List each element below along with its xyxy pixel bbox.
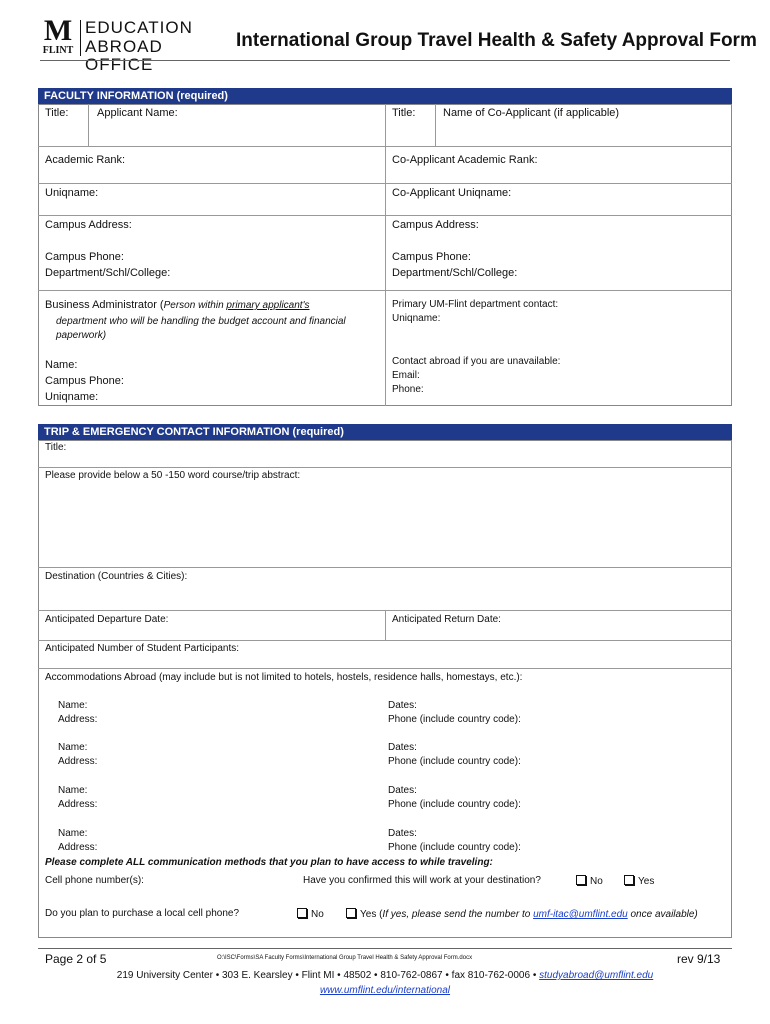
coapplicant-name-field[interactable]: Name of Co-Applicant (if applicable) [443,107,620,119]
checkbox-icon [346,908,356,918]
acc-phone-field[interactable]: Phone (include country code): [388,842,521,853]
contact-abroad-field[interactable]: Contact abroad if you are unavailable: [392,356,561,367]
business-admin-label: Business Administrator (Person within primary applicant's [45,299,310,311]
faculty-row-line [38,183,732,184]
applicant-name-field[interactable]: Applicant Name: [97,107,178,119]
acc-address-field[interactable]: Address: [58,756,98,767]
confirmed-question: Have you confirmed this will work at your destination? [303,875,541,886]
acc-name-field[interactable]: Name: [58,785,88,796]
primary-contact-field[interactable]: Primary UM-Flint department contact: [392,299,559,310]
uniqname-field[interactable]: Uniqname: [45,187,99,199]
campus-address-field[interactable]: Campus Address: [45,219,132,231]
trip-row-line [38,640,732,641]
department-field[interactable]: Department/Schl/College: [45,267,171,279]
trip-row-line [38,567,732,568]
faculty-row-line [38,146,732,147]
logo-flint: FLINT [42,45,74,56]
acc-address-field[interactable]: Address: [58,714,98,725]
title-field-label[interactable]: Title: [45,107,69,119]
block-m-logo: M [43,14,73,47]
header-rule [40,60,730,61]
footer-rule [38,948,732,949]
primary-uniqname-field[interactable]: Uniqname: [392,313,441,324]
acc-dates-field[interactable]: Dates: [388,742,417,753]
purchase-question: Do you plan to purchase a local cell phone? [45,908,240,919]
academic-rank-field[interactable]: Academic Rank: [45,154,126,166]
acc-phone-field[interactable]: Phone (include country code): [388,756,521,767]
file-path: O:\ISC\Forms\SA Faculty Forms\International Group Travel Health & Safety Approval Form.docx [217,955,473,961]
acc-name-field[interactable]: Name: [58,828,88,839]
website-link[interactable]: www.umflint.edu/international [319,985,451,996]
trip-row-line [38,668,732,669]
checkbox-icon [576,875,586,885]
trip-section-header: TRIP & EMERGENCY CONTACT INFORMATION (required) [38,424,732,440]
co-academic-rank-field[interactable]: Co-Applicant Academic Rank: [392,154,538,166]
acc-address-field[interactable]: Address: [58,842,98,853]
faculty-row-line [38,290,732,291]
ba-uniqname-field[interactable]: Uniqname: [45,391,99,403]
logo-divider [80,20,81,56]
business-admin-note: department who will be handling the budget account and financial paperwork) [56,316,346,341]
acc-phone-field[interactable]: Phone (include country code): [388,799,521,810]
acc-dates-field[interactable]: Dates: [388,828,417,839]
acc-name-field[interactable]: Name: [58,700,88,711]
return-date-field[interactable]: Anticipated Return Date: [392,614,501,625]
website-link-wrap [0,985,770,996]
acc-name-field[interactable]: Name: [58,742,88,753]
purchase-yes-checkbox[interactable]: Yes (If yes, please send the number to umf-itac@umflint.edu once available) [346,908,698,920]
communication-note: Please complete ALL communication methods that you plan to have access to while traveling: [45,857,493,868]
logo-line1: EDUCATION [85,18,193,37]
trip-title-field[interactable]: Title: [45,442,67,453]
ba-campus-phone-field[interactable]: Campus Phone: [45,375,124,387]
title-divider-left [88,104,89,146]
purchase-no-checkbox[interactable]: No [297,908,324,920]
confirmed-no-checkbox[interactable]: No [576,875,603,887]
logo [40,14,210,74]
cell-numbers-field[interactable]: Cell phone number(s): [45,875,144,886]
co-title-field-label[interactable]: Title: [392,107,416,119]
co-campus-phone-field[interactable]: Campus Phone: [392,251,471,263]
itac-email-link[interactable]: umf-itac@umflint.edu [533,909,628,920]
title-divider-right [435,104,436,146]
acc-address-field[interactable]: Address: [58,799,98,810]
destination-field[interactable]: Destination (Countries & Cities): [45,571,188,582]
acc-phone-field[interactable]: Phone (include country code): [388,714,521,725]
trip-row-line [38,467,732,468]
revision: rev 9/13 [677,952,721,966]
co-department-field[interactable]: Department/Schl/College: [392,267,518,279]
trip-abstract-field[interactable]: Please provide below a 50 -150 word course/trip abstract: [45,470,301,481]
faculty-row-line [38,215,732,216]
confirmed-yes-checkbox[interactable]: Yes [624,875,654,887]
page-number: Page 2 of 5 [45,952,107,966]
acc-dates-field[interactable]: Dates: [388,700,417,711]
faculty-col-divider [385,104,386,406]
studyabroad-email-link[interactable]: studyabroad@umflint.edu [539,970,654,981]
contact-email-field[interactable]: Email: [392,370,420,381]
participants-field[interactable]: Anticipated Number of Student Participants: [45,643,239,654]
campus-phone-field[interactable]: Campus Phone: [45,251,124,263]
ba-name-field[interactable]: Name: [45,359,78,371]
acc-dates-field[interactable]: Dates: [388,785,417,796]
office-address: 219 University Center • 303 E. Kearsley • Flint MI • 48502 • 810-762-0867 • fax 810-762-0006 • studyabroad@umflint.edu [116,970,654,981]
accommodations-label: Accommodations Abroad (may include but is not limited to hotels, hostels, residence halls, homestays, etc.): [45,672,523,683]
co-uniqname-field[interactable]: Co-Applicant Uniqname: [392,187,512,199]
dates-divider [385,610,386,640]
checkbox-icon [624,875,634,885]
departure-date-field[interactable]: Anticipated Departure Date: [45,614,169,625]
co-campus-address-field[interactable]: Campus Address: [392,219,479,231]
contact-phone-field[interactable]: Phone: [392,384,424,395]
logo-line2: ABROAD OFFICE [85,37,163,74]
checkbox-icon [297,908,307,918]
faculty-section-header: FACULTY INFORMATION (required) [38,88,732,104]
page-title: International Group Travel Health & Safety Approval Form [236,30,757,51]
